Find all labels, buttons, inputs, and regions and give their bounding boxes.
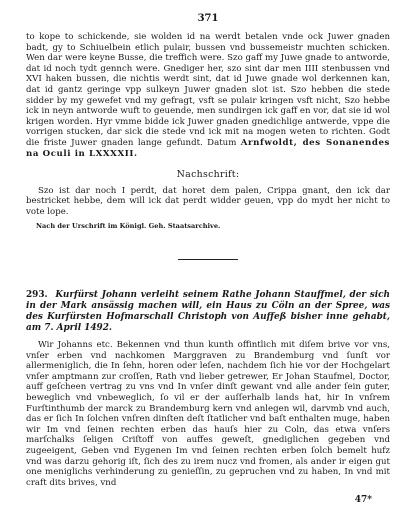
document-text: Wir Johanns etc. Bekennen vnd thun kunth offintlich mit diſem brive vor vns, vnſer erben vnd nachkomen Marggraven zu Brandemburg vnd ſunſt vor allermeniglich, die In ſehn, horen oder leſen, nachdem ſich hie vor der Hochgelart vnſer amptmann zur croſſen, Rath vnd lieber getrewer, Er Johan Staufmel, Doctor, auff geſcheen vertrag zu vns vnd In vnſer dinſt gewant vnd alle ander ſein guter, beweglich vnd vnbeweglich, ſo vil er der auſſerhalb lands hat, hir In vnſrem Furſtinthumb der marck zu Brandemburg kern vnd anlegen wil, darvmb vnd auch, das er ſich In ſolchen vnſren dinſten deſt ſtatlicher vnd baſt enthalten muge, haben wir Im vnd ſeinen rechten erben das hauſs hier zu Coln, das etwa vnſers marſchalks ſeligen Criſtoff von auffes geweſt, gnediglichen gegeben vnd zugeeigent, Geben vnd Eygenen Im vnd ſeinen rechten erben ſolch bemelt hufz vnd was darzu gehorig iſt, ſich des zu irem nucz vnd fromen, als ander ir eigen gut one meniglichs verhinderung zu genieſſin, zu gepruchen vnd zu haben, In vnd mit craft dits brives, vnd [26, 340, 390, 488]
postscript-body [26, 186, 390, 218]
section-divider [178, 259, 238, 260]
printer-signature-mark: 47* [354, 495, 372, 506]
postscript-heading: Nachschrift: [176, 169, 240, 181]
source-note: Nach der Urschrift im Königl. Geh. Staatsarchive. [36, 221, 221, 230]
letter-paragraph [26, 32, 390, 159]
page-number: 371 [197, 13, 219, 24]
document-body [26, 340, 390, 488]
letter-date-line: Arnfwoldt, des Sonanendes na Oculi in LXXXXII. [26, 137, 390, 159]
postscript-text: Szo ist dar noch I perdt, dat horet dem palen, Crippa gnant, den ick dar bestricket hebbe, dem will ick dat perdt widder geuen, vpp do mydt her nicht to vote lope. [26, 185, 390, 217]
document-heading [26, 290, 390, 334]
document-number: 293. [26, 290, 48, 301]
document-heading-text: Kurfürst Johann verleiht seinem Rathe Johann Stauffmel, der sich in der Mark ansässig machen will, ein Haus zu Cöln an der Spree, was des Kurfürsten Hofmarschall Christoph von Auffeß bisher inne gehabt, am 7. April 1492. [26, 290, 390, 334]
letter-text: to kope to schickende, sie wolden id na werdt betalen vnde ock Juwer gnaden badt, gy to Schiuelbein etlich pulair, bussen vnd bussemeistr muchten schicken. Wen dar were keyne Busse, die treffich were. Szo gaff my Juwe gnade to antworde, dat id noch tydt gennch were. Gnediger her, szo sint dar men IIII stenbussen vnd XVI haken bussen, die nichtis werdt sint, dat id Juwe gnade wol derkennen kan, dat id gantz geringe vpp sulkeyn Juwer gnaden slot ist. Szo hebben die stede sidder by my gewefet vnd my gefragt, vsft se pulair kringen vsft nicht, Szo hebbe ick in neyn antworde wuft to geuende, men sundirgen ick gaff en vor, dat sie id wol krigen worden. Hyr vmme bidde ick Juwer gnaden gnedichlige antwerde, vppe die vorrigen stucken, dar sick die stede vnd ick mit na mogen weten to richten. Godt die friste Juwer gnaden lange gefundt. Datum [26, 32, 390, 148]
letter-body [26, 32, 390, 159]
